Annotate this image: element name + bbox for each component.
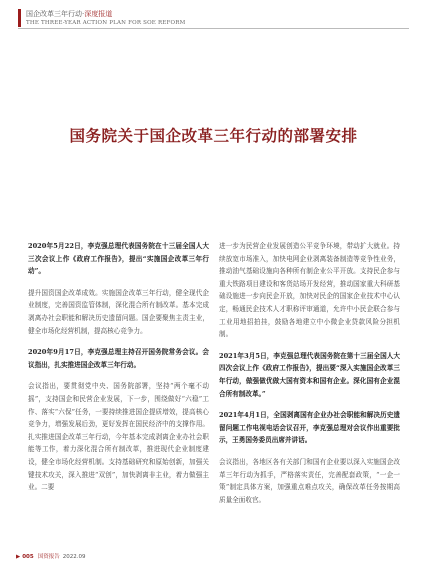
paragraph: 会议指出，各地区各有关部门和国有企业要以深入实施国企改革三年行动为抓手，严格落实责任，完善配套政策，“一企一策”制定具体方案，加强重点难点攻关，确保改革任务按期高质量全面收官。 bbox=[219, 457, 400, 504]
paragraph: 2021年4月1日，全国剥离国有企业办社会职能和解决历史遗留问题工作电视电话会议召开，李克强总理对会议作出重要批示，王勇国务委员出席并讲话。 bbox=[219, 411, 400, 445]
right-column bbox=[219, 240, 400, 515]
header-accent-bar bbox=[18, 9, 21, 27]
page-header bbox=[0, 0, 427, 26]
header-subsection: 深度报道 bbox=[84, 10, 113, 18]
paragraph: 提升国资国企改革成效。实施国企改革三年行动，健全现代企业制度，完善国资监管体制，深化混合所有制改革。基本完成剥离办社会职能和解决历史遗留问题。国企要聚焦主责主业，健全市场化经营机制，提高核心竞争力。 bbox=[28, 288, 209, 335]
header-section-label bbox=[26, 10, 112, 18]
paragraph: 2020年9月17日，李克强总理主持召开国务院常务会议。会议指出，扎实推进国企改革三年行动。 bbox=[28, 348, 209, 369]
left-column bbox=[28, 240, 209, 503]
paragraph: 2021年3月5日，李克强总理代表国务院在第十三届全国人大四次会议上作《政府工作报告》，提出要“深入实施国企改革三年行动，做强做优做大国有资本和国有企业。深化国有企业混合所有制改革。” bbox=[219, 351, 400, 398]
arrow-icon: ▶ bbox=[16, 554, 21, 560]
paragraph: 2020年5月22日，李克强总理代表国务院在十三届全国人大三次会议上作《政府工作报告》，提出“实施国企改革三年行动”。 bbox=[28, 242, 209, 276]
header-divider bbox=[18, 28, 409, 29]
header-series: 国企改革三年行动· bbox=[26, 10, 85, 18]
page-number: 005 bbox=[22, 554, 34, 560]
paragraph: 进一步为民营企业发展创造公平竞争环境，带动扩大就业。持续放宽市场准入，加快电网企业剥离装备制造等竞争性业务，推动油气基础设施向各种所有制企业公平开放。支持民企参与重大铁路项目建设和客货站场开发经营，推动国家重大科研基础设施进一步向民企开放，加快对民企的国家企业技术中心认定，畅通民企技术人才职称评审通道，允许中小民企联合参与工业用地招拍挂，鼓励各地建立中小微企业贷款风险分担机制。 bbox=[219, 242, 400, 339]
header-english-title: THE THREE-YEAR ACTION PLAN FOR SOE REFORM bbox=[26, 20, 186, 26]
article-title: 国务院关于国企改革三年行动的部署安排 bbox=[69, 127, 358, 145]
paragraph: 会议指出，要贯彻党中央、国务院部署，坚持“两个毫不动摇”，支持国企和民营企业发展，下一步，围绕做好“六稳”工作、落实“六保”任务，一要持续推进国企提质增效，提高核心竞争力，增强发展后劲，更好发挥在国民经济中的支撑作用。扎实推进国企改革三年行动，今年基本完成剥离企业办社会职能等工作，着力深化混合所有制改革，推进现代企业制度建设，健全市场化经营机制。支持基础研究和原始创新，加强关键技术攻关，深入推进“双创”，加快剥离非主业，着力做强主业。二要 bbox=[28, 382, 209, 492]
page-footer bbox=[16, 552, 85, 560]
issue-date: 2022.09 bbox=[62, 554, 86, 560]
magazine-name: 国资报告 bbox=[37, 554, 60, 560]
